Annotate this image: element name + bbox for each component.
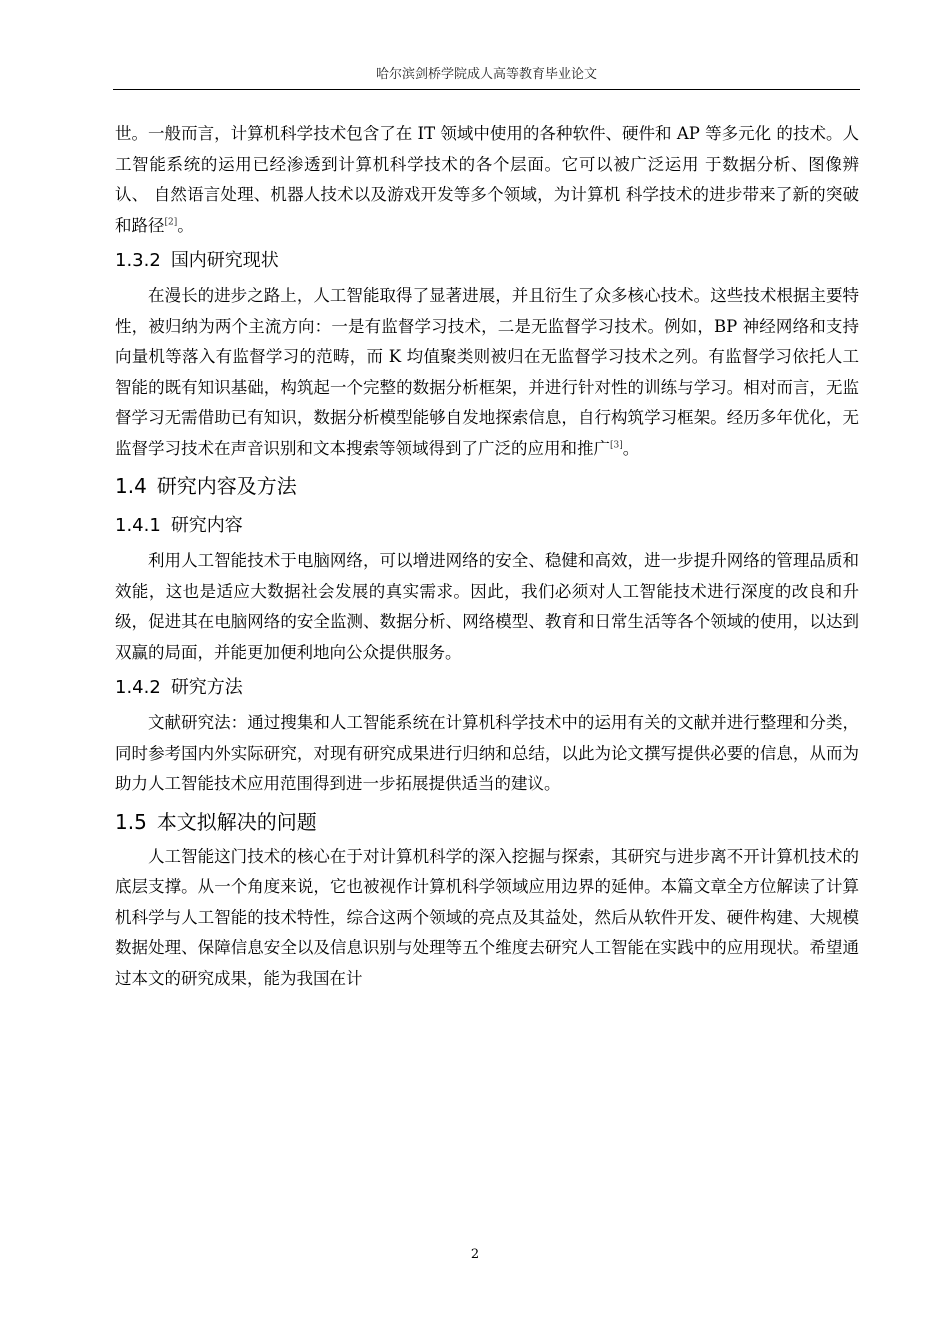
section-title: 研究内容及方法 [156, 474, 297, 498]
header-divider [113, 89, 860, 90]
section-title: 国内研究现状 [170, 250, 279, 271]
section-number: 1.4.2 [115, 677, 161, 698]
section-heading-1-4-1 [115, 506, 859, 546]
citation-ref: [3] [610, 440, 623, 450]
page-number: 2 [470, 1247, 480, 1262]
paragraph-text: 在漫长的进步之路上，人工智能取得了显著进展，并且衍生了众多核心技术。这些技术根据主要特性，被归纳为两个主流方向：一是有监督学习技术，二是无监督学习技术。例如，BP 神经网络和支持向量机等落入有监督学习的范畴，而 K 均值聚类则被归在无监督学习技术之列。有监督学习依托人工智能的既有知识基础，构筑起一个完整的数据分析框架，并进行针对性的训练与学习。相对而言，无监督学习无需借助已有知识，数据分析模型能够自发地探索信息，自行构筑学习框架。经历多年优化，无监督学习技术在声音识别和文本搜索等领域得到了广泛的应用和推广 [115, 286, 859, 458]
section-number: 1.4 [115, 474, 147, 498]
section-title: 研究内容 [170, 515, 243, 536]
section-number: 1.4.1 [115, 515, 161, 536]
paragraph-text: 世。一般而言，计算机科学技术包含了在 IT 领域中使用的各种软件、硬件和 AP 等多元化 的技术。人工智能系统的运用已经渗透到计算机科学技术的各个层面。它可以被广泛运用 于数据分析、图像辨认、 自然语言处理、机器人技术以及游戏开发等多个领域，为计算机 科学技术的进步带来了新的突破和路径 [115, 124, 859, 235]
paragraph-end: 。 [622, 438, 640, 458]
section-title: 本文拟解决的问题 [156, 809, 317, 834]
section-heading-1-4 [115, 466, 859, 506]
section-title: 研究方法 [170, 677, 243, 698]
paragraph-problems: 人工智能这门技术的核心在于对计算机科学的深入挖掘与探索，其研究与进步离不开计算机技术的底层支撑。从一个角度来说，它也被视作计算机科学领域应用边界的延伸。本篇文章全方位解读了计算机科学与人工智能的技术特性，综合这两个领域的亮点及其益处，然后从软件开发、硬件构建、大规模数据处理、保障信息安全以及信息识别与处理等五个维度去研究人工智能在实践中的应用现状。希望通过本文的研究成果，能为我国在计 [115, 846, 859, 988]
paragraph-research-content: 利用人工智能技术于电脑网络，可以增进网络的安全、稳健和高效，进一步提升网络的管理品质和效能，这也是适应大数据社会发展的真实需求。因此，我们必须对人工智能技术进行深度的改良和升级，促进其在电脑网络的安全监测、数据分析、网络模型、教育和日常生活等各个领域的使用，以达到双赢的局面，并能更加便利地向公众提供服务。 [115, 551, 859, 662]
section-number: 1.5 [115, 809, 147, 834]
paragraph-end: 。 [177, 215, 194, 235]
section-heading-1-4-2 [115, 668, 859, 708]
page-header: 哈尔滨剑桥学院成人高等教育毕业论文 [375, 67, 597, 82]
paragraph-domestic-research [115, 281, 859, 464]
section-heading-1-5 [115, 802, 859, 842]
paragraph-continuation [115, 119, 859, 241]
paragraph-research-method: 文献研究法：通过搜集和人工智能系统在计算机科学技术中的运用有关的文献并进行整理和分类，同时参考国内外实际研究，对现有研究成果进行归纳和总结，以此为论文撰写提供必要的信息，从而为助力人工智能技术应用范围得到进一步拓展提供适当的建议。 [115, 713, 859, 793]
section-number: 1.3.2 [115, 250, 161, 271]
citation-ref: [2] [164, 217, 178, 227]
section-heading-1-3-2 [115, 241, 859, 281]
thesis-body [115, 119, 859, 994]
